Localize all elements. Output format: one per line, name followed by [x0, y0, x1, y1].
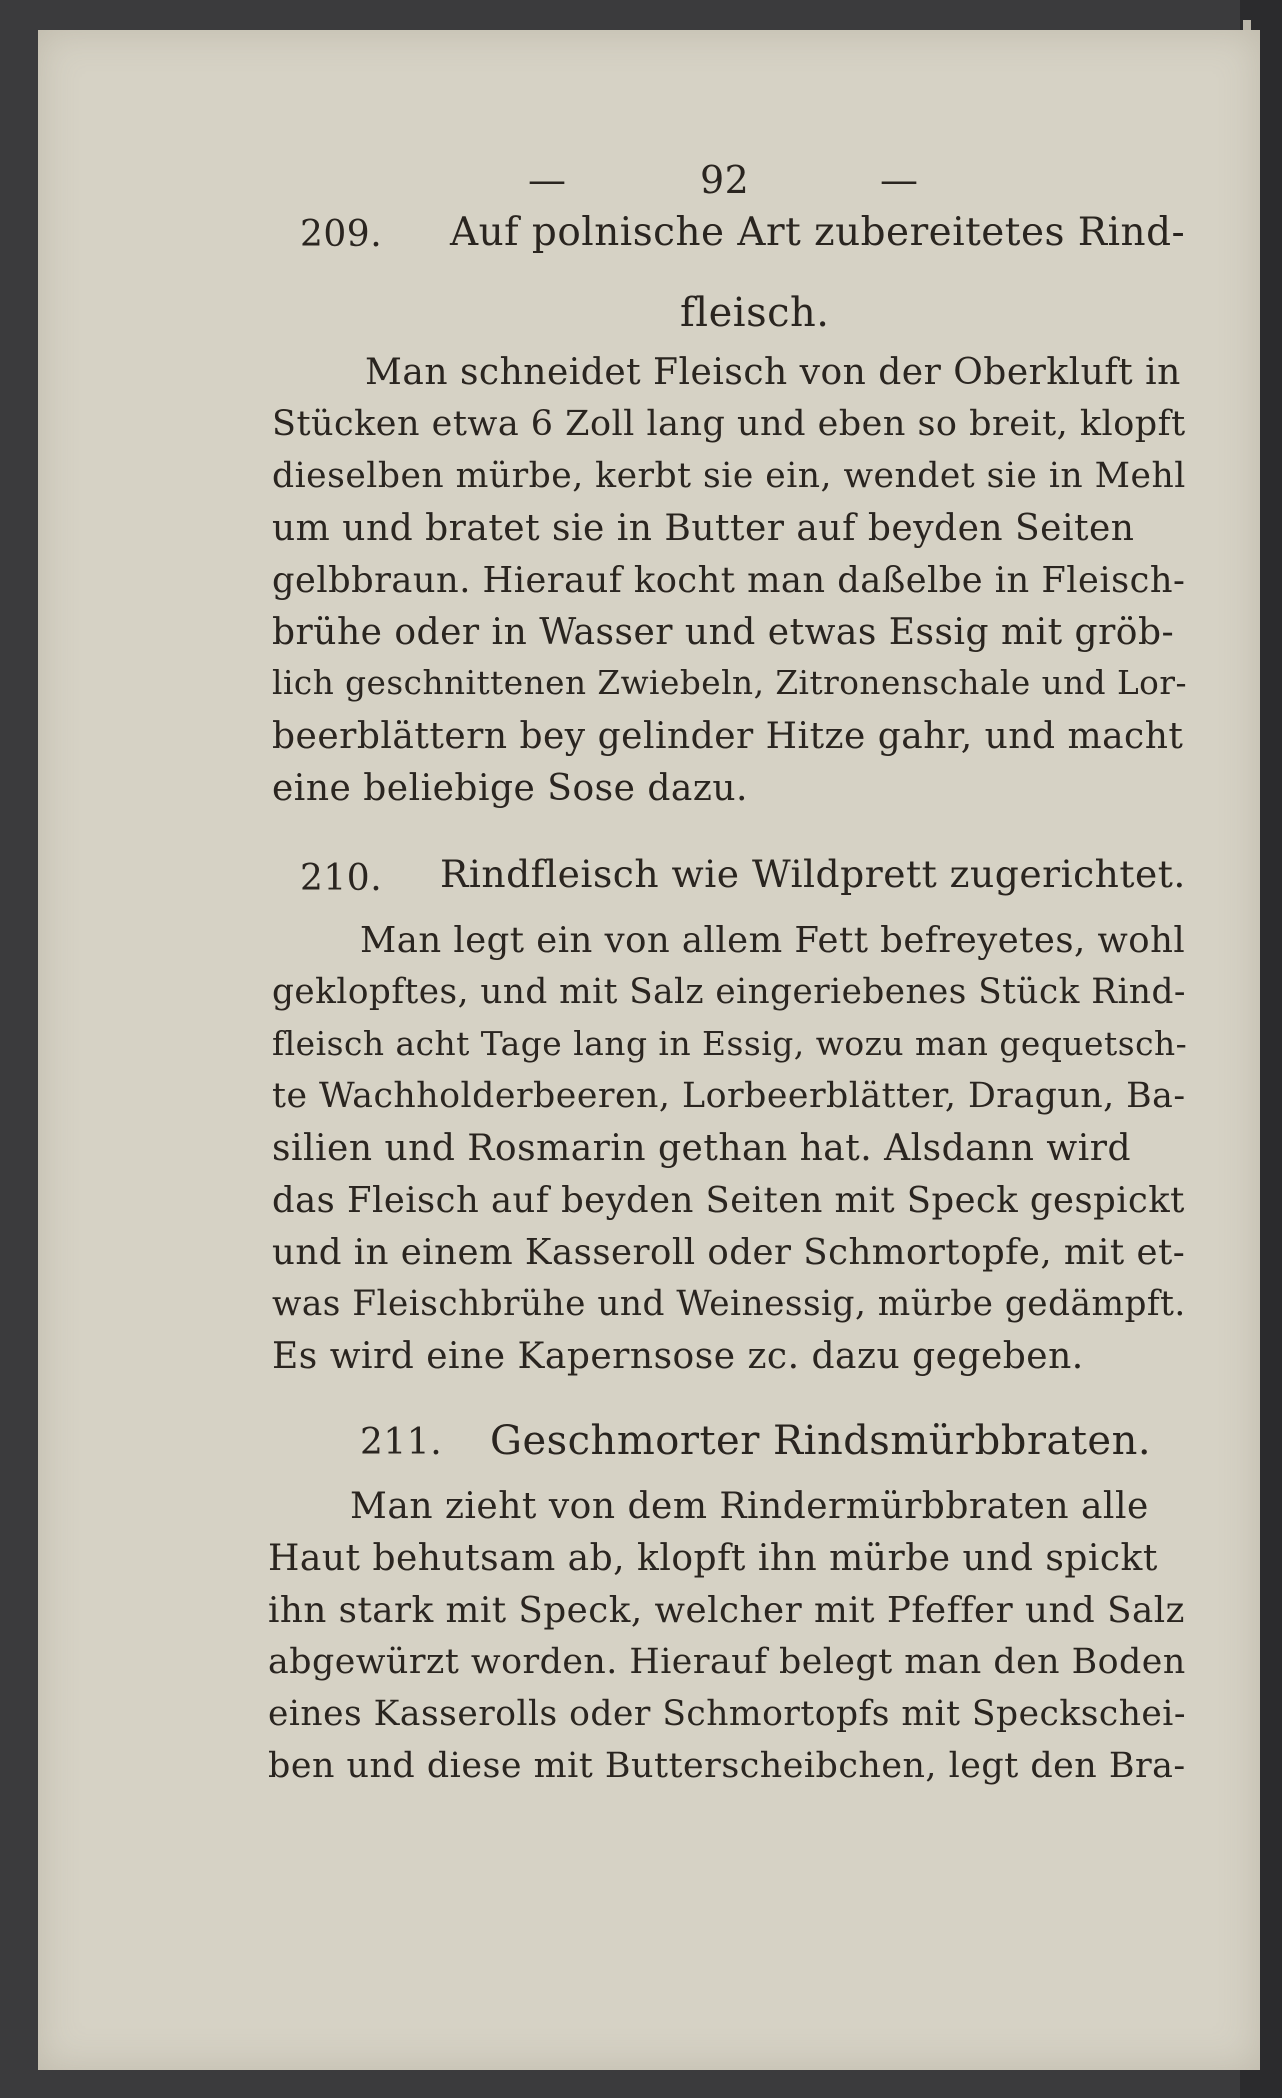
text-line: Es wird eine Kapernsose zc. dazu gegeben. [272, 1336, 1084, 1377]
text-line: Man schneidet Fleisch von der Oberkluft in [365, 352, 1181, 393]
text-line: das Fleisch auf beyden Seiten mit Speck gespickt [272, 1180, 1185, 1221]
section-title-209-cont: fleisch. [680, 290, 830, 336]
section-title-211: Geschmorter Rindsmürbbraten. [490, 1418, 1152, 1464]
section-title-209: Auf polnische Art zubereitetes Rind- [450, 210, 1186, 255]
text-line: silien und Rosmarin gethan hat. Alsdann wird [272, 1128, 1131, 1169]
section-number-209: 209. [300, 214, 383, 255]
text-line: was Fleischbrühe und Weinessig, mürbe gedämpft. [272, 1284, 1186, 1324]
text-line: beerblättern bey gelinder Hitze gahr, und macht [272, 716, 1184, 757]
section-number-210: 210. [300, 858, 383, 899]
text-line: fleisch acht Tage lang in Essig, wozu man gequetsch- [272, 1024, 1188, 1063]
text-line: ben und diese mit Butterscheibchen, legt den Bra- [268, 1746, 1186, 1786]
text-line: dieselben mürbe, kerbt sie ein, wendet sie in Mehl [272, 456, 1186, 496]
text-line: Stücken etwa 6 Zoll lang und eben so breit, klopft [272, 404, 1186, 444]
text-line: te Wachholderbeeren, Lorbeerblätter, Dragun, Ba- [272, 1076, 1186, 1116]
text-line: ihn stark mit Speck, welcher mit Pfeffer und Salz [268, 1590, 1185, 1631]
header-dash-left: — [528, 158, 567, 202]
text-line: Haut behutsam ab, klopft ihn mürbe und spickt [268, 1538, 1158, 1579]
text-line: Man legt ein von allem Fett befreyetes, wohl [360, 920, 1186, 961]
section-number-211: 211. [360, 1422, 443, 1463]
text-line: und in einem Kasseroll oder Schmortopfe, mit et- [272, 1232, 1186, 1273]
text-line: eine beliebige Sose dazu. [272, 768, 748, 809]
text-line: gelbbraun. Hierauf kocht man daßelbe in Fleisch- [272, 560, 1186, 601]
text-line: eines Kasserolls oder Schmortopfs mit Speckschei- [268, 1694, 1186, 1734]
header-dash-right: — [880, 158, 919, 202]
text-line: Man zieht von dem Rindermürbbraten alle [350, 1486, 1149, 1527]
section-title-210: Rindfleisch wie Wildprett zugerichtet. [440, 852, 1186, 896]
text-line: um und bratet sie in Butter auf beyden Seiten [272, 508, 1135, 549]
text-line: geklopftes, und mit Salz eingeriebenes Stück Rind- [272, 972, 1186, 1012]
text-line: lich geschnittenen Zwiebeln, Zitronenschale und Lor- [272, 664, 1187, 702]
page-number: 92 [700, 158, 750, 202]
text-line: brühe oder in Wasser und etwas Essig mit gröb- [272, 612, 1175, 653]
text-line: abgewürzt worden. Hierauf belegt man den Boden [268, 1642, 1186, 1682]
